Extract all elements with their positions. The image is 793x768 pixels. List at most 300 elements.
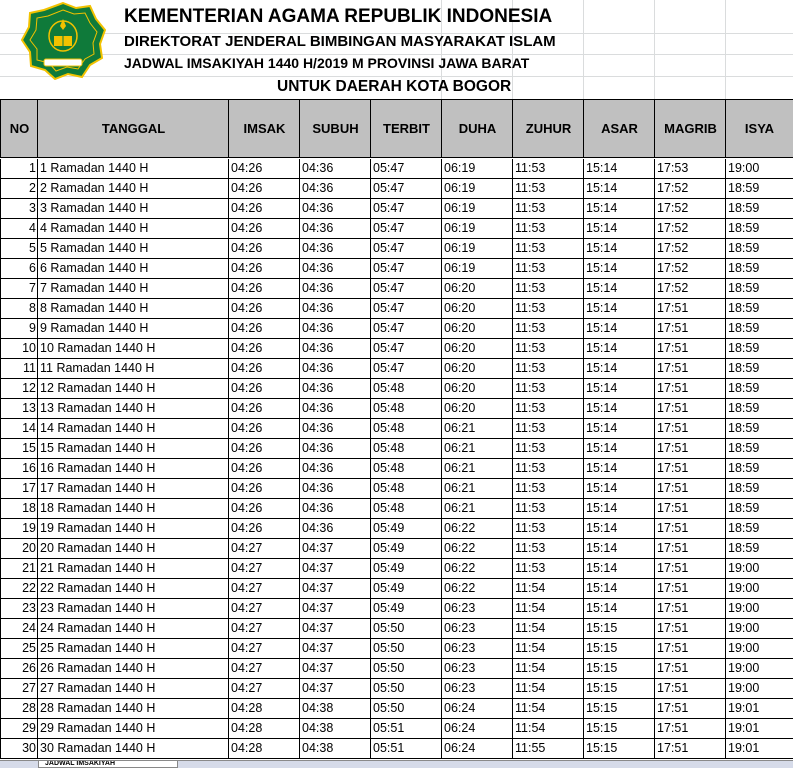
- cell-subuh[interactable]: 04:38: [299, 739, 371, 759]
- cell-isya[interactable]: 18:59: [725, 479, 793, 499]
- cell-tanggal[interactable]: 23 Ramadan 1440 H: [37, 599, 229, 619]
- cell-magrib[interactable]: 17:51: [654, 459, 726, 479]
- cell-zuhur[interactable]: 11:53: [512, 499, 584, 519]
- cell-subuh[interactable]: 04:36: [299, 479, 371, 499]
- cell-terbit[interactable]: 05:47: [370, 219, 442, 239]
- cell-no[interactable]: 11: [0, 359, 38, 379]
- cell-no[interactable]: 24: [0, 619, 38, 639]
- cell-terbit[interactable]: 05:47: [370, 179, 442, 199]
- cell-asar[interactable]: 15:14: [583, 519, 655, 539]
- cell-magrib[interactable]: 17:51: [654, 719, 726, 739]
- cell-subuh[interactable]: 04:36: [299, 279, 371, 299]
- cell-isya[interactable]: 19:00: [725, 559, 793, 579]
- cell-duha[interactable]: 06:21: [441, 439, 513, 459]
- cell-imsak[interactable]: 04:26: [228, 479, 300, 499]
- cell-terbit[interactable]: 05:49: [370, 579, 442, 599]
- cell-isya[interactable]: 18:59: [725, 539, 793, 559]
- cell-duha[interactable]: 06:22: [441, 559, 513, 579]
- cell-terbit[interactable]: 05:47: [370, 319, 442, 339]
- cell-tanggal[interactable]: 15 Ramadan 1440 H: [37, 439, 229, 459]
- cell-zuhur[interactable]: 11:53: [512, 199, 584, 219]
- cell-imsak[interactable]: 04:26: [228, 319, 300, 339]
- cell-zuhur[interactable]: 11:54: [512, 579, 584, 599]
- cell-duha[interactable]: 06:19: [441, 159, 513, 179]
- cell-imsak[interactable]: 04:26: [228, 459, 300, 479]
- cell-subuh[interactable]: 04:36: [299, 419, 371, 439]
- cell-subuh[interactable]: 04:38: [299, 699, 371, 719]
- cell-imsak[interactable]: 04:27: [228, 639, 300, 659]
- cell-no[interactable]: 9: [0, 319, 38, 339]
- cell-imsak[interactable]: 04:27: [228, 679, 300, 699]
- cell-imsak[interactable]: 04:26: [228, 159, 300, 179]
- cell-magrib[interactable]: 17:51: [654, 739, 726, 759]
- cell-asar[interactable]: 15:14: [583, 459, 655, 479]
- cell-magrib[interactable]: 17:51: [654, 379, 726, 399]
- cell-duha[interactable]: 06:20: [441, 379, 513, 399]
- cell-magrib[interactable]: 17:51: [654, 659, 726, 679]
- cell-tanggal[interactable]: 18 Ramadan 1440 H: [37, 499, 229, 519]
- cell-tanggal[interactable]: 17 Ramadan 1440 H: [37, 479, 229, 499]
- cell-isya[interactable]: 18:59: [725, 419, 793, 439]
- cell-subuh[interactable]: 04:36: [299, 439, 371, 459]
- cell-terbit[interactable]: 05:51: [370, 719, 442, 739]
- cell-duha[interactable]: 06:24: [441, 719, 513, 739]
- cell-terbit[interactable]: 05:47: [370, 299, 442, 319]
- cell-zuhur[interactable]: 11:53: [512, 239, 584, 259]
- cell-duha[interactable]: 06:20: [441, 339, 513, 359]
- cell-no[interactable]: 7: [0, 279, 38, 299]
- cell-no[interactable]: 17: [0, 479, 38, 499]
- cell-duha[interactable]: 06:23: [441, 619, 513, 639]
- cell-zuhur[interactable]: 11:53: [512, 439, 584, 459]
- cell-subuh[interactable]: 04:37: [299, 539, 371, 559]
- cell-duha[interactable]: 06:19: [441, 259, 513, 279]
- cell-zuhur[interactable]: 11:54: [512, 599, 584, 619]
- cell-no[interactable]: 14: [0, 419, 38, 439]
- cell-subuh[interactable]: 04:36: [299, 159, 371, 179]
- cell-zuhur[interactable]: 11:53: [512, 339, 584, 359]
- cell-zuhur[interactable]: 11:53: [512, 219, 584, 239]
- cell-magrib[interactable]: 17:51: [654, 479, 726, 499]
- cell-asar[interactable]: 15:15: [583, 679, 655, 699]
- cell-subuh[interactable]: 04:37: [299, 619, 371, 639]
- cell-isya[interactable]: 19:00: [725, 639, 793, 659]
- cell-tanggal[interactable]: 2 Ramadan 1440 H: [37, 179, 229, 199]
- cell-subuh[interactable]: 04:37: [299, 679, 371, 699]
- cell-tanggal[interactable]: 12 Ramadan 1440 H: [37, 379, 229, 399]
- cell-no[interactable]: 2: [0, 179, 38, 199]
- cell-asar[interactable]: 15:14: [583, 559, 655, 579]
- cell-zuhur[interactable]: 11:54: [512, 619, 584, 639]
- cell-tanggal[interactable]: 6 Ramadan 1440 H: [37, 259, 229, 279]
- cell-no[interactable]: 10: [0, 339, 38, 359]
- cell-asar[interactable]: 15:14: [583, 299, 655, 319]
- cell-zuhur[interactable]: 11:55: [512, 739, 584, 759]
- cell-subuh[interactable]: 04:36: [299, 299, 371, 319]
- column-header-terbit[interactable]: TERBIT: [370, 99, 442, 158]
- cell-terbit[interactable]: 05:47: [370, 279, 442, 299]
- cell-asar[interactable]: 15:14: [583, 579, 655, 599]
- cell-tanggal[interactable]: 28 Ramadan 1440 H: [37, 699, 229, 719]
- cell-asar[interactable]: 15:15: [583, 699, 655, 719]
- cell-isya[interactable]: 18:59: [725, 199, 793, 219]
- cell-zuhur[interactable]: 11:53: [512, 299, 584, 319]
- cell-isya[interactable]: 19:00: [725, 619, 793, 639]
- cell-duha[interactable]: 06:20: [441, 399, 513, 419]
- cell-isya[interactable]: 18:59: [725, 299, 793, 319]
- column-header-subuh[interactable]: SUBUH: [299, 99, 371, 158]
- cell-asar[interactable]: 15:14: [583, 159, 655, 179]
- column-header-no[interactable]: NO: [0, 99, 38, 158]
- cell-asar[interactable]: 15:14: [583, 239, 655, 259]
- cell-terbit[interactable]: 05:48: [370, 439, 442, 459]
- cell-magrib[interactable]: 17:51: [654, 519, 726, 539]
- cell-subuh[interactable]: 04:36: [299, 359, 371, 379]
- cell-magrib[interactable]: 17:52: [654, 199, 726, 219]
- cell-asar[interactable]: 15:14: [583, 439, 655, 459]
- cell-subuh[interactable]: 04:37: [299, 639, 371, 659]
- cell-zuhur[interactable]: 11:53: [512, 159, 584, 179]
- cell-zuhur[interactable]: 11:53: [512, 359, 584, 379]
- cell-subuh[interactable]: 04:37: [299, 579, 371, 599]
- cell-asar[interactable]: 15:14: [583, 419, 655, 439]
- cell-no[interactable]: 16: [0, 459, 38, 479]
- cell-zuhur[interactable]: 11:53: [512, 479, 584, 499]
- cell-no[interactable]: 18: [0, 499, 38, 519]
- cell-no[interactable]: 22: [0, 579, 38, 599]
- cell-imsak[interactable]: 04:26: [228, 419, 300, 439]
- cell-terbit[interactable]: 05:47: [370, 159, 442, 179]
- cell-tanggal[interactable]: 25 Ramadan 1440 H: [37, 639, 229, 659]
- cell-isya[interactable]: 18:59: [725, 379, 793, 399]
- cell-duha[interactable]: 06:24: [441, 699, 513, 719]
- cell-magrib[interactable]: 17:51: [654, 599, 726, 619]
- cell-duha[interactable]: 06:23: [441, 599, 513, 619]
- cell-magrib[interactable]: 17:51: [654, 319, 726, 339]
- cell-no[interactable]: 8: [0, 299, 38, 319]
- cell-tanggal[interactable]: 19 Ramadan 1440 H: [37, 519, 229, 539]
- cell-imsak[interactable]: 04:26: [228, 199, 300, 219]
- cell-duha[interactable]: 06:21: [441, 479, 513, 499]
- cell-isya[interactable]: 18:59: [725, 179, 793, 199]
- cell-magrib[interactable]: 17:51: [654, 579, 726, 599]
- cell-magrib[interactable]: 17:51: [654, 679, 726, 699]
- cell-asar[interactable]: 15:14: [583, 279, 655, 299]
- cell-zuhur[interactable]: 11:53: [512, 179, 584, 199]
- cell-subuh[interactable]: 04:36: [299, 239, 371, 259]
- cell-isya[interactable]: 19:01: [725, 699, 793, 719]
- cell-tanggal[interactable]: 24 Ramadan 1440 H: [37, 619, 229, 639]
- cell-terbit[interactable]: 05:47: [370, 359, 442, 379]
- cell-tanggal[interactable]: 26 Ramadan 1440 H: [37, 659, 229, 679]
- cell-asar[interactable]: 15:14: [583, 259, 655, 279]
- cell-isya[interactable]: 18:59: [725, 499, 793, 519]
- cell-no[interactable]: 30: [0, 739, 38, 759]
- cell-isya[interactable]: 18:59: [725, 399, 793, 419]
- cell-subuh[interactable]: 04:36: [299, 519, 371, 539]
- cell-no[interactable]: 19: [0, 519, 38, 539]
- cell-tanggal[interactable]: 4 Ramadan 1440 H: [37, 219, 229, 239]
- cell-subuh[interactable]: 04:36: [299, 499, 371, 519]
- cell-imsak[interactable]: 04:27: [228, 579, 300, 599]
- cell-no[interactable]: 28: [0, 699, 38, 719]
- cell-subuh[interactable]: 04:36: [299, 259, 371, 279]
- cell-isya[interactable]: 18:59: [725, 439, 793, 459]
- cell-asar[interactable]: 15:14: [583, 359, 655, 379]
- cell-terbit[interactable]: 05:48: [370, 479, 442, 499]
- column-header-magrib[interactable]: MAGRIB: [654, 99, 726, 158]
- cell-zuhur[interactable]: 11:53: [512, 279, 584, 299]
- cell-asar[interactable]: 15:14: [583, 479, 655, 499]
- cell-terbit[interactable]: 05:48: [370, 499, 442, 519]
- cell-magrib[interactable]: 17:52: [654, 279, 726, 299]
- cell-terbit[interactable]: 05:48: [370, 459, 442, 479]
- cell-imsak[interactable]: 04:27: [228, 659, 300, 679]
- cell-imsak[interactable]: 04:26: [228, 239, 300, 259]
- cell-asar[interactable]: 15:15: [583, 739, 655, 759]
- cell-isya[interactable]: 18:59: [725, 339, 793, 359]
- cell-zuhur[interactable]: 11:53: [512, 559, 584, 579]
- cell-subuh[interactable]: 04:37: [299, 599, 371, 619]
- cell-asar[interactable]: 15:14: [583, 199, 655, 219]
- cell-no[interactable]: 21: [0, 559, 38, 579]
- cell-tanggal[interactable]: 21 Ramadan 1440 H: [37, 559, 229, 579]
- cell-zuhur[interactable]: 11:54: [512, 719, 584, 739]
- cell-magrib[interactable]: 17:51: [654, 439, 726, 459]
- cell-asar[interactable]: 15:14: [583, 599, 655, 619]
- cell-terbit[interactable]: 05:49: [370, 539, 442, 559]
- cell-no[interactable]: 4: [0, 219, 38, 239]
- cell-tanggal[interactable]: 30 Ramadan 1440 H: [37, 739, 229, 759]
- cell-isya[interactable]: 18:59: [725, 239, 793, 259]
- cell-magrib[interactable]: 17:51: [654, 499, 726, 519]
- cell-isya[interactable]: 18:59: [725, 519, 793, 539]
- cell-zuhur[interactable]: 11:54: [512, 679, 584, 699]
- cell-magrib[interactable]: 17:51: [654, 339, 726, 359]
- cell-isya[interactable]: 19:00: [725, 659, 793, 679]
- cell-tanggal[interactable]: 9 Ramadan 1440 H: [37, 319, 229, 339]
- cell-imsak[interactable]: 04:26: [228, 279, 300, 299]
- cell-no[interactable]: 20: [0, 539, 38, 559]
- cell-tanggal[interactable]: 10 Ramadan 1440 H: [37, 339, 229, 359]
- cell-subuh[interactable]: 04:36: [299, 399, 371, 419]
- cell-zuhur[interactable]: 11:53: [512, 539, 584, 559]
- cell-isya[interactable]: 18:59: [725, 319, 793, 339]
- cell-terbit[interactable]: 05:50: [370, 699, 442, 719]
- cell-imsak[interactable]: 04:26: [228, 519, 300, 539]
- cell-tanggal[interactable]: 1 Ramadan 1440 H: [37, 159, 229, 179]
- cell-magrib[interactable]: 17:51: [654, 559, 726, 579]
- cell-subuh[interactable]: 04:37: [299, 659, 371, 679]
- cell-duha[interactable]: 06:20: [441, 319, 513, 339]
- cell-imsak[interactable]: 04:26: [228, 179, 300, 199]
- cell-tanggal[interactable]: 5 Ramadan 1440 H: [37, 239, 229, 259]
- cell-asar[interactable]: 15:15: [583, 719, 655, 739]
- cell-subuh[interactable]: 04:36: [299, 199, 371, 219]
- cell-duha[interactable]: 06:19: [441, 219, 513, 239]
- cell-tanggal[interactable]: 13 Ramadan 1440 H: [37, 399, 229, 419]
- cell-terbit[interactable]: 05:50: [370, 639, 442, 659]
- cell-imsak[interactable]: 04:26: [228, 379, 300, 399]
- cell-duha[interactable]: 06:20: [441, 359, 513, 379]
- cell-magrib[interactable]: 17:52: [654, 239, 726, 259]
- cell-no[interactable]: 29: [0, 719, 38, 739]
- sheet-tab[interactable]: JADWAL IMSAKIYAH: [38, 761, 178, 768]
- cell-terbit[interactable]: 05:47: [370, 339, 442, 359]
- cell-subuh[interactable]: 04:38: [299, 719, 371, 739]
- cell-imsak[interactable]: 04:26: [228, 439, 300, 459]
- cell-duha[interactable]: 06:23: [441, 659, 513, 679]
- cell-terbit[interactable]: 05:47: [370, 239, 442, 259]
- cell-subuh[interactable]: 04:36: [299, 339, 371, 359]
- cell-asar[interactable]: 15:14: [583, 319, 655, 339]
- cell-duha[interactable]: 06:23: [441, 679, 513, 699]
- cell-imsak[interactable]: 04:26: [228, 339, 300, 359]
- cell-zuhur[interactable]: 11:53: [512, 419, 584, 439]
- cell-magrib[interactable]: 17:52: [654, 259, 726, 279]
- cell-no[interactable]: 27: [0, 679, 38, 699]
- cell-terbit[interactable]: 05:48: [370, 399, 442, 419]
- cell-no[interactable]: 15: [0, 439, 38, 459]
- cell-no[interactable]: 23: [0, 599, 38, 619]
- cell-tanggal[interactable]: 11 Ramadan 1440 H: [37, 359, 229, 379]
- column-header-imsak[interactable]: IMSAK: [228, 99, 300, 158]
- cell-imsak[interactable]: 04:28: [228, 699, 300, 719]
- column-header-isya[interactable]: ISYA: [725, 99, 793, 158]
- cell-isya[interactable]: 19:00: [725, 579, 793, 599]
- cell-zuhur[interactable]: 11:53: [512, 519, 584, 539]
- cell-terbit[interactable]: 05:49: [370, 599, 442, 619]
- cell-zuhur[interactable]: 11:54: [512, 699, 584, 719]
- cell-magrib[interactable]: 17:52: [654, 219, 726, 239]
- column-header-tanggal[interactable]: TANGGAL: [37, 99, 229, 158]
- cell-tanggal[interactable]: 27 Ramadan 1440 H: [37, 679, 229, 699]
- cell-subuh[interactable]: 04:36: [299, 459, 371, 479]
- cell-tanggal[interactable]: 29 Ramadan 1440 H: [37, 719, 229, 739]
- cell-asar[interactable]: 15:15: [583, 619, 655, 639]
- cell-terbit[interactable]: 05:49: [370, 559, 442, 579]
- column-header-zuhur[interactable]: ZUHUR: [512, 99, 584, 158]
- cell-isya[interactable]: 18:59: [725, 259, 793, 279]
- cell-duha[interactable]: 06:20: [441, 299, 513, 319]
- cell-isya[interactable]: 19:00: [725, 679, 793, 699]
- cell-no[interactable]: 12: [0, 379, 38, 399]
- cell-magrib[interactable]: 17:51: [654, 619, 726, 639]
- cell-magrib[interactable]: 17:51: [654, 359, 726, 379]
- cell-asar[interactable]: 15:14: [583, 499, 655, 519]
- cell-imsak[interactable]: 04:28: [228, 739, 300, 759]
- cell-subuh[interactable]: 04:37: [299, 559, 371, 579]
- cell-magrib[interactable]: 17:51: [654, 299, 726, 319]
- cell-zuhur[interactable]: 11:53: [512, 259, 584, 279]
- column-header-duha[interactable]: DUHA: [441, 99, 513, 158]
- cell-asar[interactable]: 15:14: [583, 179, 655, 199]
- cell-duha[interactable]: 06:21: [441, 459, 513, 479]
- cell-magrib[interactable]: 17:52: [654, 179, 726, 199]
- cell-isya[interactable]: 18:59: [725, 359, 793, 379]
- cell-duha[interactable]: 06:20: [441, 279, 513, 299]
- cell-isya[interactable]: 18:59: [725, 459, 793, 479]
- cell-imsak[interactable]: 04:27: [228, 599, 300, 619]
- cell-no[interactable]: 26: [0, 659, 38, 679]
- cell-zuhur[interactable]: 11:53: [512, 459, 584, 479]
- cell-terbit[interactable]: 05:47: [370, 199, 442, 219]
- cell-tanggal[interactable]: 16 Ramadan 1440 H: [37, 459, 229, 479]
- cell-isya[interactable]: 19:01: [725, 739, 793, 759]
- cell-duha[interactable]: 06:21: [441, 499, 513, 519]
- cell-duha[interactable]: 06:19: [441, 239, 513, 259]
- cell-duha[interactable]: 06:19: [441, 179, 513, 199]
- cell-tanggal[interactable]: 3 Ramadan 1440 H: [37, 199, 229, 219]
- cell-no[interactable]: 5: [0, 239, 38, 259]
- cell-isya[interactable]: 18:59: [725, 219, 793, 239]
- cell-isya[interactable]: 19:00: [725, 159, 793, 179]
- cell-duha[interactable]: 06:21: [441, 419, 513, 439]
- cell-zuhur[interactable]: 11:54: [512, 639, 584, 659]
- cell-terbit[interactable]: 05:50: [370, 679, 442, 699]
- cell-terbit[interactable]: 05:50: [370, 619, 442, 639]
- cell-imsak[interactable]: 04:28: [228, 719, 300, 739]
- cell-asar[interactable]: 15:14: [583, 379, 655, 399]
- cell-imsak[interactable]: 04:26: [228, 399, 300, 419]
- cell-imsak[interactable]: 04:26: [228, 299, 300, 319]
- cell-tanggal[interactable]: 8 Ramadan 1440 H: [37, 299, 229, 319]
- cell-tanggal[interactable]: 14 Ramadan 1440 H: [37, 419, 229, 439]
- cell-terbit[interactable]: 05:49: [370, 519, 442, 539]
- cell-zuhur[interactable]: 11:53: [512, 399, 584, 419]
- cell-imsak[interactable]: 04:26: [228, 359, 300, 379]
- cell-imsak[interactable]: 04:27: [228, 539, 300, 559]
- cell-imsak[interactable]: 04:26: [228, 499, 300, 519]
- cell-magrib[interactable]: 17:53: [654, 159, 726, 179]
- cell-subuh[interactable]: 04:36: [299, 379, 371, 399]
- cell-imsak[interactable]: 04:26: [228, 219, 300, 239]
- cell-magrib[interactable]: 17:51: [654, 419, 726, 439]
- cell-asar[interactable]: 15:14: [583, 539, 655, 559]
- cell-asar[interactable]: 15:15: [583, 639, 655, 659]
- cell-no[interactable]: 13: [0, 399, 38, 419]
- cell-magrib[interactable]: 17:51: [654, 539, 726, 559]
- cell-asar[interactable]: 15:14: [583, 339, 655, 359]
- cell-magrib[interactable]: 17:51: [654, 639, 726, 659]
- cell-terbit[interactable]: 05:47: [370, 259, 442, 279]
- cell-duha[interactable]: 06:22: [441, 519, 513, 539]
- cell-no[interactable]: 1: [0, 159, 38, 179]
- cell-tanggal[interactable]: 20 Ramadan 1440 H: [37, 539, 229, 559]
- cell-imsak[interactable]: 04:27: [228, 559, 300, 579]
- cell-isya[interactable]: 19:01: [725, 719, 793, 739]
- cell-terbit[interactable]: 05:48: [370, 419, 442, 439]
- cell-subuh[interactable]: 04:36: [299, 179, 371, 199]
- cell-terbit[interactable]: 05:51: [370, 739, 442, 759]
- cell-duha[interactable]: 06:22: [441, 539, 513, 559]
- column-header-asar[interactable]: ASAR: [583, 99, 655, 158]
- cell-imsak[interactable]: 04:27: [228, 619, 300, 639]
- cell-magrib[interactable]: 17:51: [654, 399, 726, 419]
- cell-magrib[interactable]: 17:51: [654, 699, 726, 719]
- cell-asar[interactable]: 15:14: [583, 219, 655, 239]
- cell-isya[interactable]: 18:59: [725, 279, 793, 299]
- cell-no[interactable]: 6: [0, 259, 38, 279]
- cell-asar[interactable]: 15:15: [583, 659, 655, 679]
- cell-zuhur[interactable]: 11:53: [512, 379, 584, 399]
- cell-terbit[interactable]: 05:50: [370, 659, 442, 679]
- cell-zuhur[interactable]: 11:54: [512, 659, 584, 679]
- cell-imsak[interactable]: 04:26: [228, 259, 300, 279]
- cell-subuh[interactable]: 04:36: [299, 319, 371, 339]
- cell-duha[interactable]: 06:19: [441, 199, 513, 219]
- cell-tanggal[interactable]: 7 Ramadan 1440 H: [37, 279, 229, 299]
